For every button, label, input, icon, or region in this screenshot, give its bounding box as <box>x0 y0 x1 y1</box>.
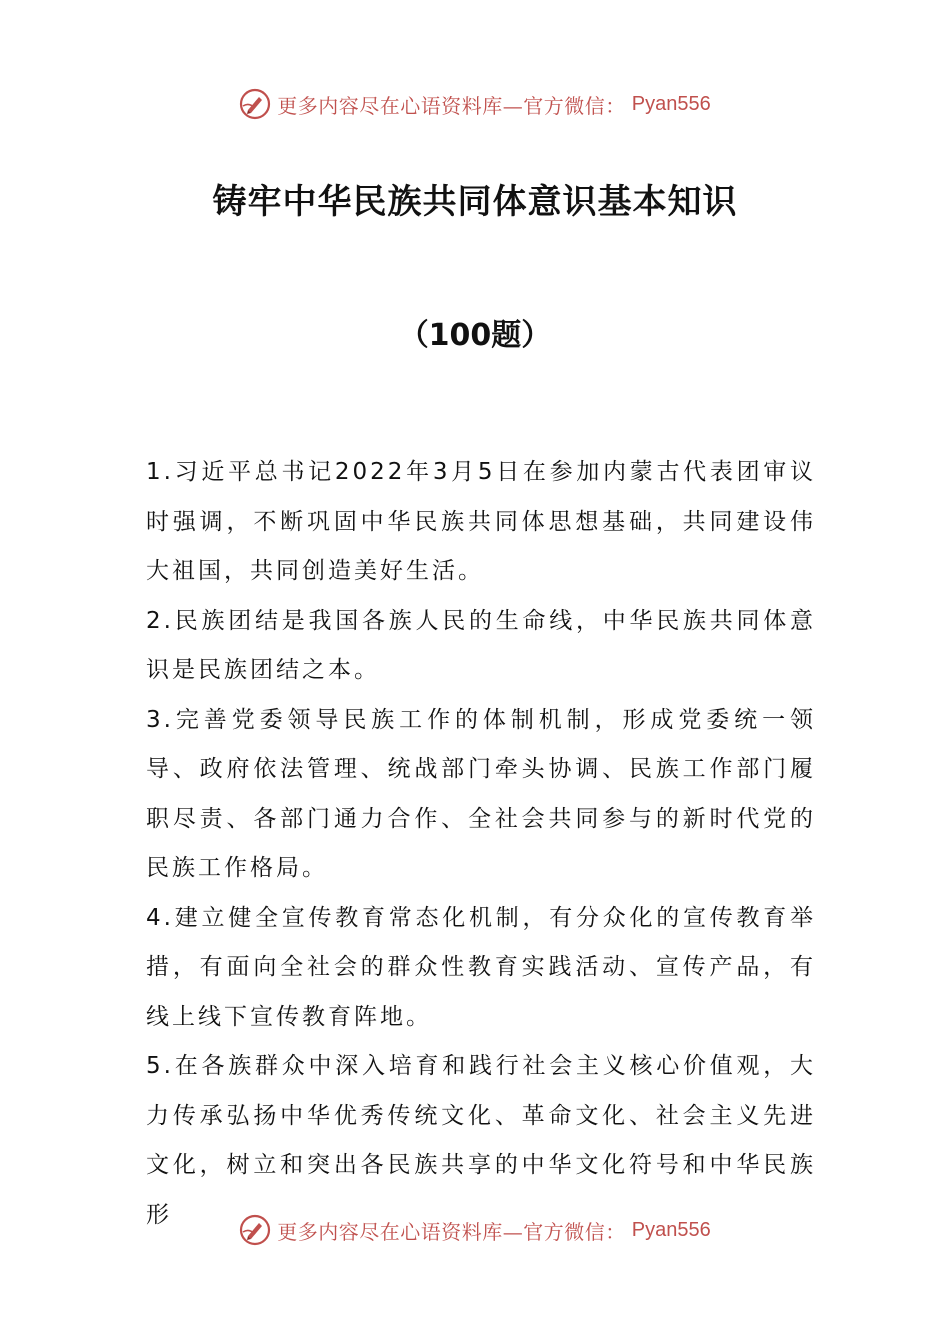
document-title: 铸牢中华民族共同体意识基本知识 <box>212 182 738 222</box>
pen-circle-icon <box>239 1214 271 1246</box>
question-item: 2.民族团结是我国各族人民的生命线，中华民族共同体意识是民族团结之本。 <box>146 607 816 683</box>
question-item: 5.在各族群众中深入培育和践行社会主义核心价值观，大力传承弘扬中华优秀传统文化、革命文化、社会主义先进文化，树立和突出各民族共享的中华文化符号和中华民族形 <box>146 1053 816 1228</box>
document-subtitle: （100题） <box>398 318 552 353</box>
header-banner-content <box>239 88 710 120</box>
footer-banner <box>0 1210 950 1250</box>
question-item: 4.建立健全宣传教育常态化机制，有分众化的宣传教育举措，有面向全社会的群众性教育实践活动、宣传产品，有线上线下宣传教育阵地。 <box>146 904 816 1030</box>
pen-circle-icon <box>239 88 271 120</box>
footer-wechat-id: Pyan556 <box>631 1218 711 1241</box>
header-banner-text: 更多内容尽在心语资料库—官方微信： <box>277 93 626 118</box>
header-wechat-id: Pyan556 <box>631 92 711 115</box>
header-banner <box>0 84 950 124</box>
footer-banner-content <box>239 1214 710 1246</box>
question-list <box>146 448 816 1240</box>
question-item: 1.习近平总书记2022年3月5日在参加内蒙古代表团审议时强调，不断巩固中华民族共同体思想基础，共同建设伟大祖国，共同创造美好生活。 <box>146 459 816 584</box>
question-item: 3.完善党委领导民族工作的体制机制，形成党委统一领导、政府依法管理、统战部门牵头协调、民族工作部门履职尽责、各部门通力合作、全社会共同参与的新时代党的民族工作格局。 <box>146 706 816 881</box>
footer-banner-text: 更多内容尽在心语资料库—官方微信： <box>277 1219 626 1244</box>
